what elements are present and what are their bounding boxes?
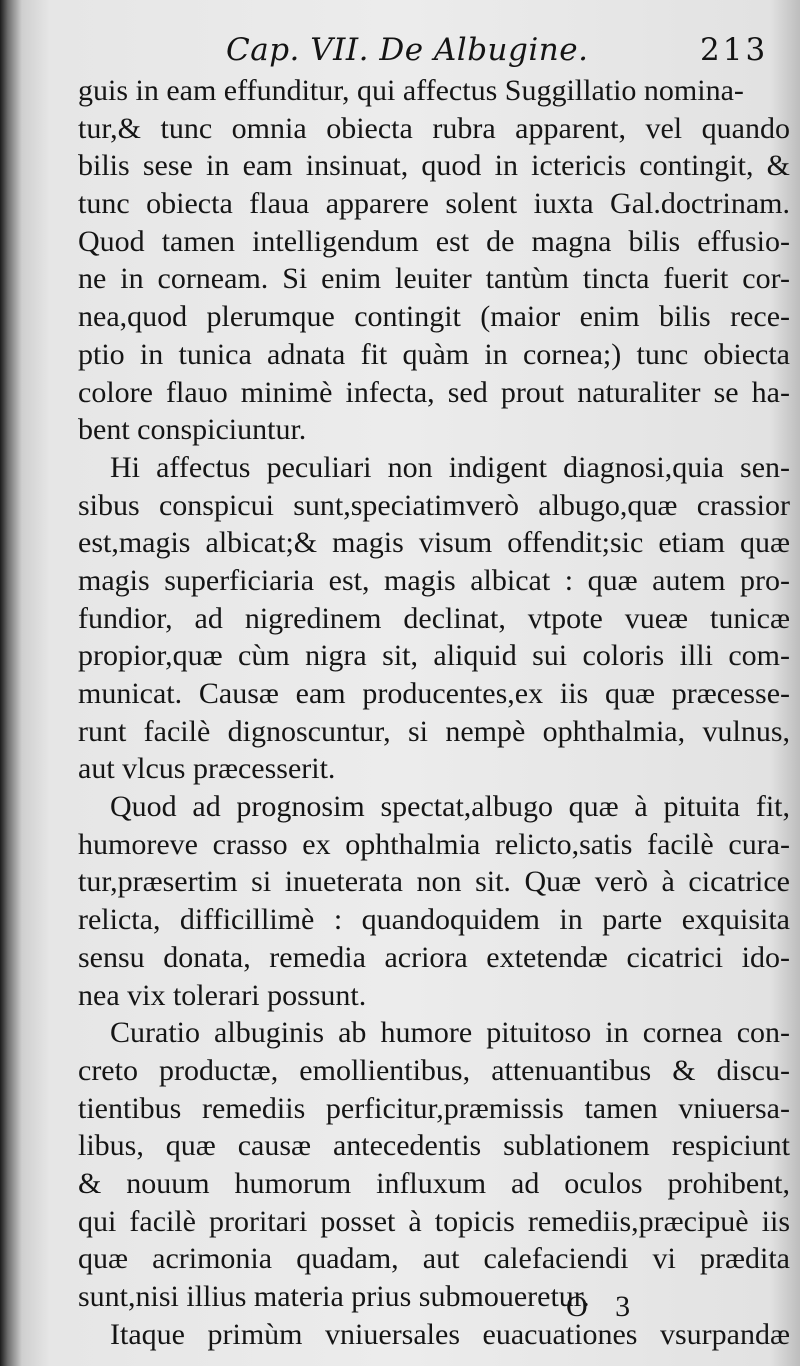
text-line: humoreve crasso ex ophthalmia relicto,satis facilè cura- (78, 827, 790, 861)
text-line: runt facilè dignoscuntur, si nempè ophthalmia, vulnus, (78, 714, 790, 748)
signature-mark: O 3 (566, 1290, 641, 1323)
text-line: Quod ad prognosim spectat,albugo quæ à pituita fit, (110, 790, 790, 824)
text-line: ne in corneam. Si enim leuiter tantùm tincta fuerit cor- (78, 262, 790, 296)
text-line: tientibus remediis perficitur,præmissis tamen vniuersa- (78, 1091, 790, 1125)
text-line: nea,quod plerumque contingit (maior enim bilis rece- (78, 300, 790, 334)
text-line: Hi affectus peculiari non indigent diagnosi,quia sen- (110, 450, 790, 484)
text-line: guis in eam effunditur, qui affectus Suggillatio nomina- (78, 74, 744, 107)
text-line: sunt,nisi illius materia prius submoueretur. (78, 1280, 590, 1313)
text-line: magis superficiaria est, magis albicat : quæ autem pro- (78, 563, 790, 597)
page-number: 213 (700, 32, 769, 68)
text-line: ptio in tunica adnata fit quàm in cornea;) tunc obiecta (78, 337, 790, 371)
text-line: qui facilè proritari posset à topicis remediis,præcipuè iis (78, 1204, 790, 1238)
text-line: municat. Causæ eam producentes,ex iis quæ præcesse- (78, 677, 790, 710)
body-text (78, 72, 790, 1353)
text-line: libus, quæ causæ antecedentis sublationem respiciunt (78, 1129, 790, 1163)
text-line: Itaque primùm vniuersales euacuationes vsurpandæ (110, 1317, 790, 1351)
text-line: quæ acrimonia quadam, aut calefaciendi vi prædita (78, 1242, 790, 1276)
text-line: colore flauo minimè infecta, sed prout naturaliter se ha- (78, 375, 790, 409)
text-line: propior,quæ cùm nigra sit, aliquid sui coloris illi com- (78, 639, 790, 673)
text-line: relicta, difficillimè : quandoquidem in parte exquisita (78, 903, 790, 937)
text-line: Curatio albuginis ab humore pituitoso in cornea con- (110, 1016, 790, 1050)
running-title: Cap. VII. De Albugine. (226, 32, 589, 68)
text-line: bent conspiciuntur. (78, 413, 307, 447)
running-header (0, 30, 800, 78)
text-line: tur,& tunc omnia obiecta rubra apparent, vel quando (78, 111, 790, 145)
text-line: aut vlcus præcesserit. (78, 752, 336, 786)
text-line: tunc obiecta flaua apparere solent iuxta Gal.doctrinam. (78, 187, 790, 221)
text-line: est,magis albicat;& magis visum offendit;sic etiam quæ (78, 526, 790, 560)
text-line: sensu donata, remedia acriora extetendæ cicatrici ido- (78, 940, 790, 974)
text-line: sibus conspicui sunt,speciatimverò albugo,quæ crassior (78, 488, 790, 522)
text-line: nea vix tolerari possunt. (78, 978, 367, 1012)
text-line: bilis sese in eam insinuat, quod in ictericis contingit, & (78, 149, 790, 183)
text-line: tur,præsertim si inueterata non sit. Quæ verò à cicatrice (78, 865, 790, 899)
text-line: & nouum humorum influxum ad oculos prohibent, (78, 1166, 790, 1200)
text-line: fundior, ad nigredinem declinat, vtpote vueæ tunicæ (78, 601, 790, 635)
text-line: Quod tamen intelligendum est de magna bilis effusio- (78, 224, 790, 258)
text-line: creto productæ, emollientibus, attenuantibus & discu- (78, 1053, 790, 1087)
